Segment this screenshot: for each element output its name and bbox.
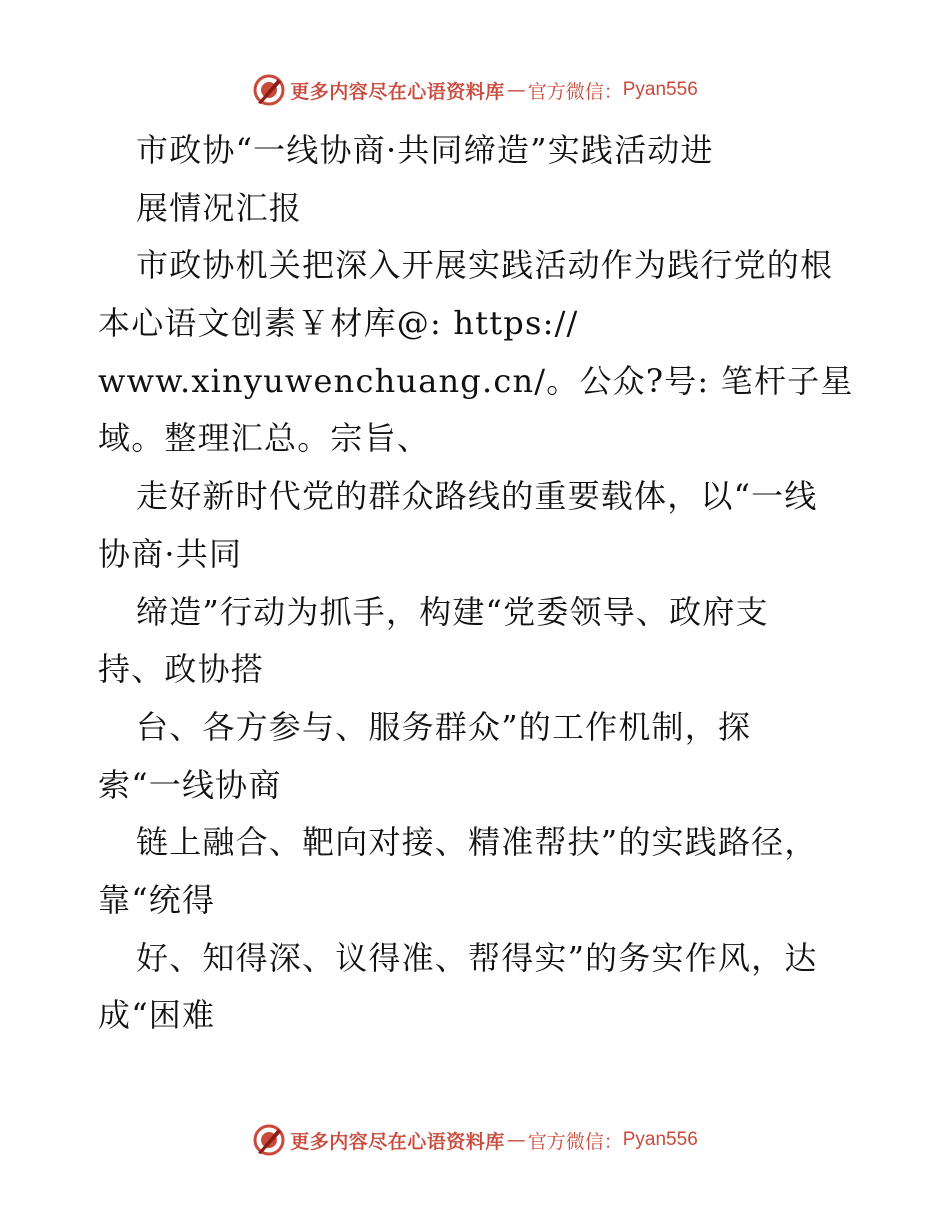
footer-banner (0, 1120, 950, 1160)
body-line: 索“一线协商 (98, 765, 282, 804)
quill-pen-logo-icon (252, 1123, 286, 1157)
header-wechat-id: Pyan556 (622, 79, 698, 100)
header-dash: — (506, 79, 526, 101)
quill-pen-logo-icon (252, 73, 286, 107)
body-line: 本心语文创素￥材库@: https:// (98, 304, 579, 343)
title-line-1: 市政协“一线协商·共同缔造”实践活动进 (136, 131, 714, 169)
body-line: 持、政协搭 (98, 650, 265, 689)
footer-wechat-id: Pyan556 (622, 1129, 698, 1150)
body-line: 台、各方参与、服务群众”的工作机制，探 (136, 707, 752, 746)
body-line: www.xinyuwenchuang.cn/。公众?号: 笔杆子星 (98, 361, 854, 400)
document-body (98, 122, 878, 1045)
body-line: 好、知得深、议得准、帮得实”的务实作风，达 (136, 938, 818, 977)
header-brand-text: 更多内容尽在心语资料库 (290, 80, 505, 103)
body-line: 协商·共同 (98, 534, 243, 573)
footer-dash: — (506, 1129, 526, 1151)
body-line: 缔造”行动为抓手，构建“党委领导、政府支 (136, 592, 769, 631)
body-line: 成“困难 (98, 996, 216, 1035)
footer-wechat-label: 官方微信： (527, 1130, 623, 1153)
body-line: 走好新时代党的群众路线的重要载体，以“一线 (136, 477, 818, 516)
title-line-2: 展情况汇报 (136, 188, 303, 227)
header-banner (0, 70, 950, 110)
body-line: 域。整理汇总。宗旨、 (98, 419, 431, 458)
body-line: 链上融合、靶向对接、精准帮扶”的实践路径， (136, 823, 818, 862)
body-line: 靠“统得 (98, 880, 216, 919)
footer-brand-text: 更多内容尽在心语资料库 (290, 1130, 505, 1153)
header-wechat-label: 官方微信： (527, 80, 623, 103)
body-line: 市政协机关把深入开展实践活动作为践行党的根 (136, 246, 834, 285)
